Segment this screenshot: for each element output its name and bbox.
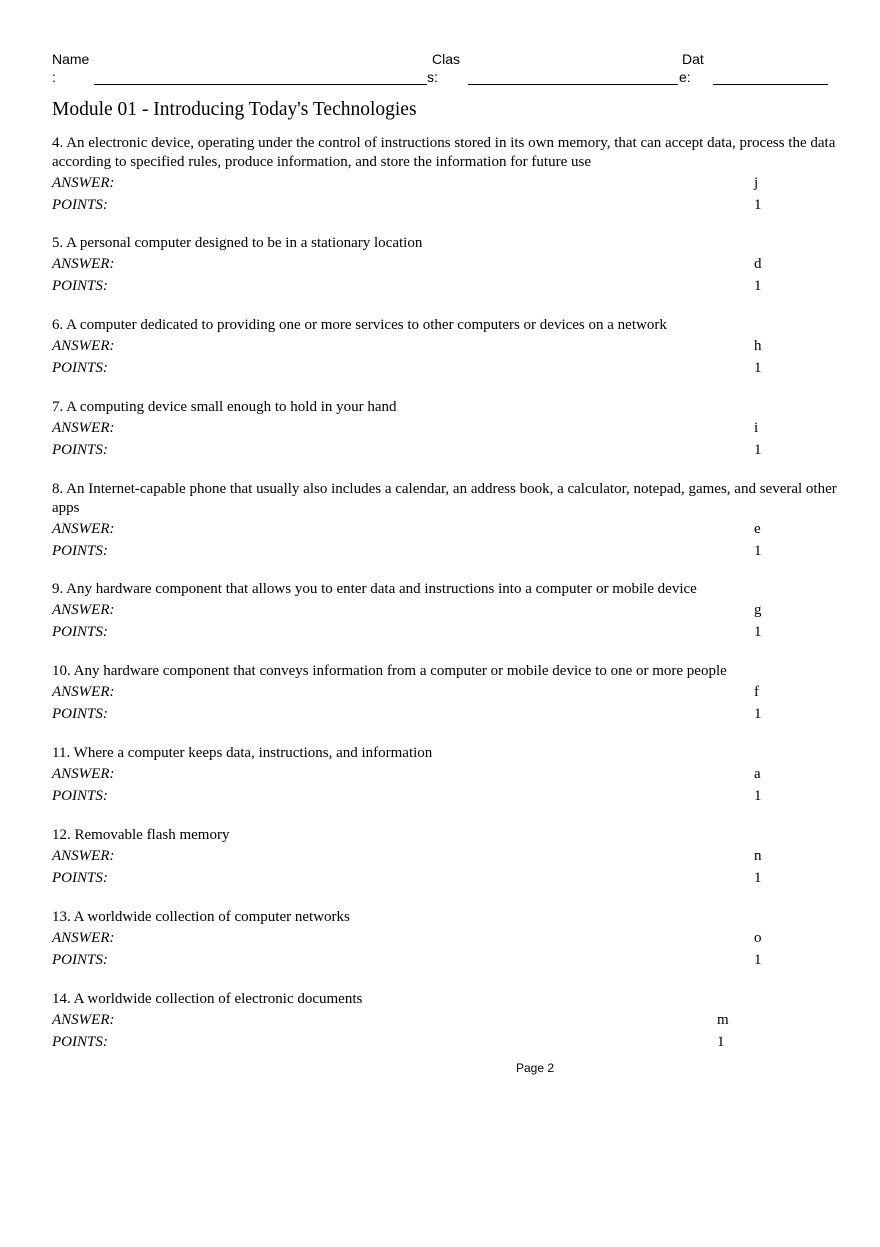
points-row bbox=[52, 703, 837, 725]
points-row bbox=[52, 194, 837, 216]
class-field[interactable] bbox=[468, 84, 678, 85]
answer-value: o bbox=[754, 930, 762, 946]
question-text: 6. A computer dedicated to providing one or more services to other computers or devices on a network bbox=[52, 317, 667, 333]
answer-label: ANSWER: bbox=[52, 766, 115, 782]
points-value: 1 bbox=[754, 952, 762, 968]
question-item bbox=[52, 744, 837, 807]
question-text: 11. Where a computer keeps data, instructions, and information bbox=[52, 745, 433, 761]
name-label-colon: : bbox=[52, 69, 56, 85]
answer-value: g bbox=[754, 602, 762, 618]
answer-row bbox=[52, 927, 837, 949]
question-item bbox=[52, 134, 837, 216]
answer-row bbox=[52, 335, 837, 357]
points-label: POINTS: bbox=[52, 788, 108, 804]
question-item bbox=[52, 662, 837, 725]
points-row bbox=[52, 275, 837, 297]
question-text: 4. An electronic device, operating under the control of instructions stored in its own memory, that can accept data, process the data according to specified rules, produce information, and store the information for future use bbox=[52, 135, 836, 170]
question-item bbox=[52, 826, 837, 889]
answer-value: a bbox=[754, 766, 761, 782]
answer-label: ANSWER: bbox=[52, 175, 115, 191]
answer-row bbox=[52, 172, 837, 194]
points-value: 1 bbox=[754, 788, 762, 804]
question-text: 5. A personal computer designed to be in a stationary location bbox=[52, 235, 423, 251]
points-label: POINTS: bbox=[52, 543, 108, 559]
answer-value: m bbox=[717, 1012, 729, 1028]
points-label: POINTS: bbox=[52, 360, 108, 376]
points-label: POINTS: bbox=[52, 870, 108, 886]
question-text: 12. Removable flash memory bbox=[52, 827, 230, 843]
name-field[interactable] bbox=[94, 84, 427, 85]
answer-value: i bbox=[754, 420, 759, 436]
answer-value: h bbox=[754, 338, 762, 354]
answer-value: f bbox=[754, 684, 759, 700]
answer-label: ANSWER: bbox=[52, 848, 115, 864]
points-label: POINTS: bbox=[52, 706, 108, 722]
points-label: POINTS: bbox=[52, 278, 108, 294]
question-item bbox=[52, 580, 837, 643]
question-text: 10. Any hardware component that conveys information from a computer or mobile device to one or more people bbox=[52, 663, 727, 679]
answer-row bbox=[52, 417, 837, 439]
points-label: POINTS: bbox=[52, 624, 108, 640]
points-value: 1 bbox=[754, 543, 762, 559]
points-value: 1 bbox=[754, 197, 762, 213]
answer-label: ANSWER: bbox=[52, 602, 115, 618]
answer-row bbox=[52, 763, 837, 785]
question-text: 9. Any hardware component that allows you to enter data and instructions into a computer or mobile device bbox=[52, 581, 697, 597]
date-label-colon: e: bbox=[679, 69, 691, 85]
points-value: 1 bbox=[754, 442, 762, 458]
question-item bbox=[52, 316, 837, 379]
answer-value: e bbox=[754, 521, 761, 537]
points-value: 1 bbox=[754, 278, 762, 294]
points-value: 1 bbox=[754, 624, 762, 640]
answer-label: ANSWER: bbox=[52, 338, 115, 354]
name-label: Name bbox=[52, 51, 90, 67]
points-row bbox=[52, 357, 837, 379]
answer-label: ANSWER: bbox=[52, 521, 115, 537]
points-row bbox=[52, 785, 837, 807]
points-label: POINTS: bbox=[52, 442, 108, 458]
points-row bbox=[52, 1031, 837, 1053]
answer-value: n bbox=[754, 848, 762, 864]
points-label: POINTS: bbox=[52, 1034, 108, 1050]
answer-value: d bbox=[754, 256, 762, 272]
answer-row bbox=[52, 1009, 837, 1031]
date-field[interactable] bbox=[713, 84, 828, 85]
date-label: Dat bbox=[682, 51, 704, 67]
points-value: 1 bbox=[754, 706, 762, 722]
class-label-colon: s: bbox=[427, 69, 438, 85]
answer-row bbox=[52, 518, 837, 540]
answer-label: ANSWER: bbox=[52, 684, 115, 700]
points-value: 1 bbox=[717, 1034, 725, 1050]
answer-label: ANSWER: bbox=[52, 1012, 115, 1028]
page-title: Module 01 - Introducing Today's Technologies bbox=[52, 99, 417, 120]
question-item bbox=[52, 908, 837, 971]
question-text: 8. An Internet-capable phone that usually also includes a calendar, an address book, a calculator, notepad, games, and several other apps bbox=[52, 481, 837, 516]
class-label: Clas bbox=[432, 51, 461, 67]
points-value: 1 bbox=[754, 360, 762, 376]
question-text: 13. A worldwide collection of computer networks bbox=[52, 909, 350, 925]
header bbox=[0, 0, 880, 100]
points-row bbox=[52, 540, 837, 562]
points-row bbox=[52, 439, 837, 461]
answer-label: ANSWER: bbox=[52, 930, 115, 946]
points-value: 1 bbox=[754, 870, 762, 886]
answer-row bbox=[52, 681, 837, 703]
points-label: POINTS: bbox=[52, 197, 108, 213]
answer-label: ANSWER: bbox=[52, 256, 115, 272]
question-item bbox=[52, 480, 837, 562]
page-number: Page 2 bbox=[516, 1061, 555, 1075]
points-label: POINTS: bbox=[52, 952, 108, 968]
question-item bbox=[52, 990, 837, 1053]
points-row bbox=[52, 621, 837, 643]
question-text: 14. A worldwide collection of electronic documents bbox=[52, 991, 363, 1007]
answer-row bbox=[52, 845, 837, 867]
question-text: 7. A computing device small enough to hold in your hand bbox=[52, 399, 397, 415]
question-item bbox=[52, 398, 837, 461]
answer-label: ANSWER: bbox=[52, 420, 115, 436]
points-row bbox=[52, 949, 837, 971]
points-row bbox=[52, 867, 837, 889]
answer-row bbox=[52, 599, 837, 621]
answer-row bbox=[52, 253, 837, 275]
answer-value: j bbox=[754, 175, 759, 191]
question-item bbox=[52, 234, 837, 297]
